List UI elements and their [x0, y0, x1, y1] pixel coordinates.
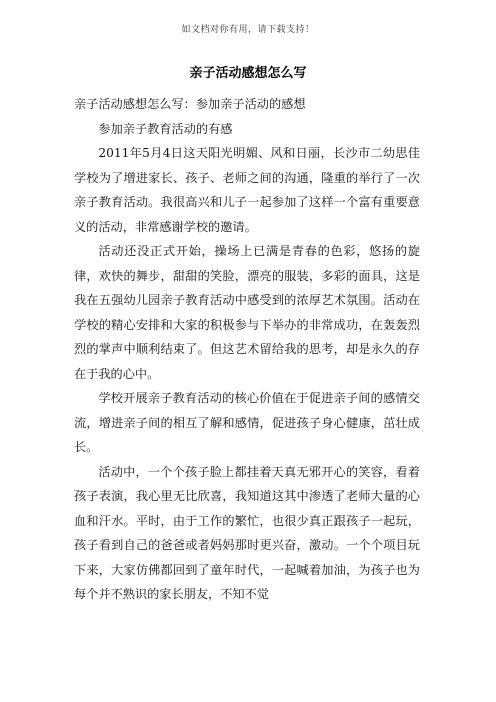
paragraph-subtitle: 亲子活动感想怎么写：参加亲子活动的感想: [74, 97, 306, 111]
document-title: 亲子活动感想怎么写: [189, 66, 307, 81]
paragraph: 2011年5月4日这天阳光明媚、风和日丽，长沙市二幼思佳学校为了增进家长、孩子、老师之间的沟通，隆重的举行了一次亲子教育活动。我很高兴和儿子一起参加了这样一个富有重要意义的活动，非常感谢学校的邀请。: [74, 146, 420, 234]
paragraph: 活动中，一个个孩子脸上都挂着天真无邪开心的笑容，看着孩子表演，我心里无比欣喜，我知道这其中渗透了老师大量的心血和汗水。平时，由于工作的繁忙，也很少真正跟孩子一起玩，孩子看到自己的爸爸或者妈妈那时更兴奋，激动。一个个项目玩下来，大家仿佛都回到了童年时代，一起喊着加油，为孩子也为每个并不熟识的家长朋友，不知不觉: [74, 464, 420, 601]
document-body: [74, 92, 420, 607]
paragraph-heading: 参加亲子教育活动的有感: [98, 121, 233, 136]
paragraph: 学校开展亲子教育活动的核心价值在于促进亲子间的感情交流，增进亲子间的相互了解和感情，促进孩子身心健康，茁壮成长。: [74, 391, 420, 454]
paragraph: 活动还没正式开始，操场上已满是青春的色彩，悠扬的旋律，欢快的舞步，甜甜的笑脸，漂亮的服装，多彩的面具，这是我在五强幼儿园亲子教育活动中感受到的浓厚艺术氛围。活动在学校的精心安排和大家的积极参与下举办的非常成功，在轰轰烈烈的掌声中顺利结束了。但这艺术留给我的思考，却是永久的存在于我的心中。: [74, 244, 420, 381]
header-note: 如文档对你有用，请下载支持！: [181, 25, 315, 35]
